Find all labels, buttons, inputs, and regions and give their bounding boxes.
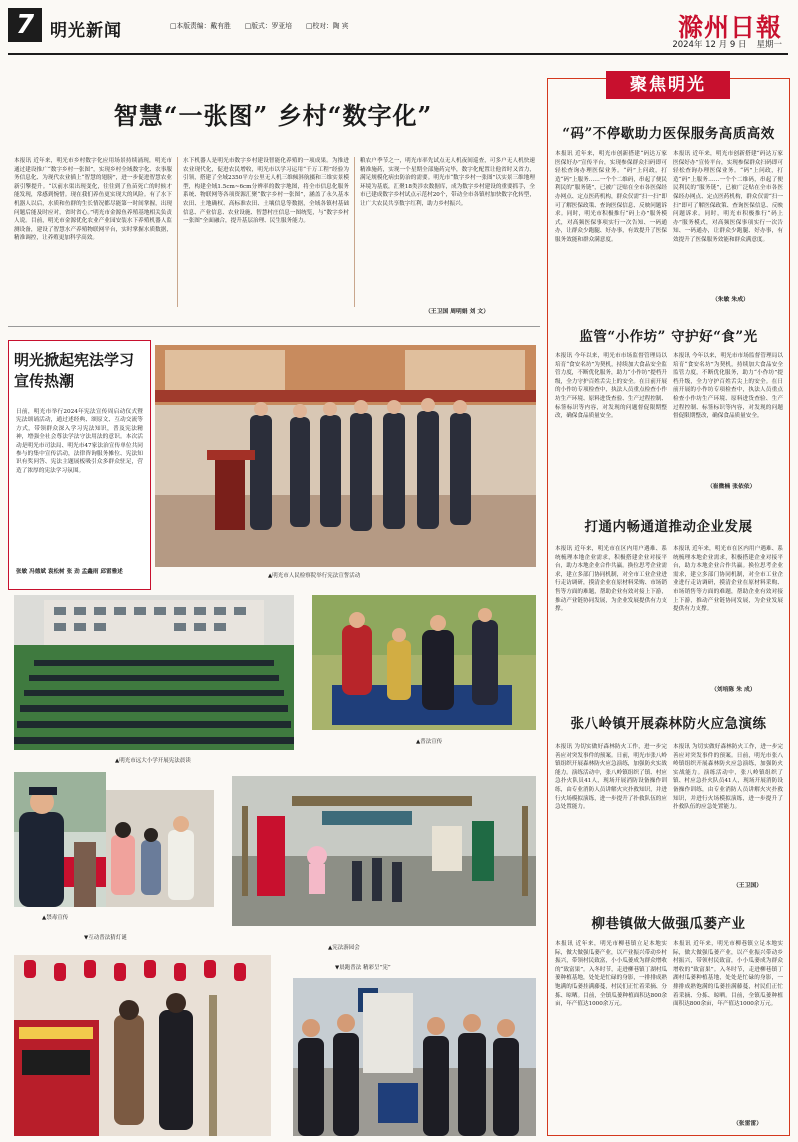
- main-byline: （王卫国 周明娟 刘 文）: [425, 309, 490, 315]
- byline-enterprise: （刘培陈 朱 成）: [711, 687, 756, 693]
- article-insurance-col1: 本报讯 近年来，明光市创新搭建“码达万家 医保好办”宣传平台，实现参保群众扫码即可轻松查询办理医保业务。“码”上问政，打造“码”上服务……一个个二维码，串起了便民利民的“服务链”，已被广泛贴在全市各医保经办网点、定点医药机构，群众仅需“扫一扫”即可了解医保政策、查询医保信息、反映问题诉求。同时，明光市积极推行“码上办”服务模式，对高频医保事项实行一次告知、一码通办，让群众少跑腿、好办事，有效提升了医保服务效能和群众满意度。: [555, 151, 667, 243]
- caption-fair: ▲宪法游园会: [328, 945, 360, 951]
- photo-school-reading: [14, 595, 294, 750]
- byline-fire-drill: （王卫国）: [733, 883, 762, 889]
- photo-anti-drug: [14, 772, 106, 907]
- sidebar-title: 明光掀起宪法学习宣传热潮: [14, 351, 135, 390]
- header-rule: [8, 53, 788, 55]
- section-name: 明光新闻: [50, 21, 122, 41]
- caption-school: ▲明光市远大小学开展宪法晨读: [115, 758, 191, 764]
- article-title-melon: 柳巷镇做大做强瓜蒌产业: [591, 916, 746, 932]
- photo-morning-run: [293, 978, 536, 1136]
- layout-credit: □版式：罗亚培: [244, 22, 292, 30]
- caption-lantern-riddle: ▼互动普法猜灯谜: [84, 935, 127, 941]
- article-enterprise-col1: 本报讯 近年来，明光市在区内用户遇难、系统梳理本地企业需求，积极搭建企业对接平台，助力本地企业合作共赢。换位思考企业需求，建立多部门协同机制，对全市工业企业进行走访调研，摸清企业在原材料采购、市场销售等方面的难题，帮助企业有效对接上下游，推动产业链协同发展，为企业发展提供有力支撑。: [555, 546, 667, 613]
- main-article-col1: 本报讯 近年来，明光市乡村数字化应用场景持续涌现，明光市通过建设推广“数字乡村一张图”，实现乡村全域数字化、农事服务信息化、为现代农业插上“智慧的翅膀”，进一步促进智慧农业新引擎提升。“以前水渠出现变化，往往到了鱼苗死亡的时候才能发现，常感到惋惜。现在我们养鱼更实现大的风险。有了水下机器人以后，水质和鱼群的生长情况都尽能第一时间掌握，出现问题后能及时应对，省时省心。”明光市金源鱼养殖基地相关负责人说。目前，明光市金源优化农业产业园安装水下养殖机器人监测设备，建设了智慧水产养殖物联网平台，实时掌握水质数据，精准调控，让养殖更加科学高效。: [14, 158, 172, 242]
- article-title-fire-drill: 张八岭镇开展森林防火应急演练: [570, 716, 767, 732]
- masthead-logo: 滁州日報: [677, 13, 782, 42]
- main-article-col3: 粮农户季节之一，明光市率先试点无人机夜间巡查，可多户无人机快速精准施药，实现一个星期全部施药完毕，数字化配置让他省时又省力，满足规模化病虫防治的需要。明光市“数字乡村一张图”以实景三维地理环境为基底，汇聚18类涉农数据库，成为数字乡村建设的重要抓手，全市已建成数字乡村试点示范村20个，带动全市各镇村加快数字化转型，让广大农民共享数字红利，助力乡村振兴。: [360, 158, 535, 207]
- caption-anti-drug: ▲禁毒宣传: [42, 915, 69, 921]
- photo-oath-ceremony: [155, 345, 536, 567]
- main-article-col2: 水下机器人是明光市数字乡村建设智能化养殖的一项成果。为推进农业现代化，促进农民增收，明光市以学习运用“千万工程”经验为引领，搭建了全域2350平方公里无人机三维倾斜航摄和三维实景模型，构建全域1.5cm~6cm分辨率的数字地图，将全市信息化服务系统、物联网等各项资源汇聚“数字乡村一张图”，涵盖了永久基本农田、土地确权、高标准农田、土壤信息等数据，全域各镇村基础信息、产业信息、农业设施、智慧村庄信息一图统览，与“数字乡村一张图”全面融合，提升基层治理、民生服务能力。: [183, 158, 349, 225]
- editor-credit: □本版责编：戴有胜: [170, 22, 231, 30]
- article-title-enterprise: 打通内畅通道推动企业发展: [584, 519, 753, 535]
- photo-lantern-small: [106, 790, 214, 907]
- issue-date: [672, 38, 782, 50]
- article-melon-col2: 本报讯 近年来，明光市柳巷镇立足本地实际，做大做强瓜蒌产业，以产业振兴带动乡村振兴，带领村民致富，小小瓜蒌成为群众增收的“致富果”。入冬时节，走进柳巷镇丁湖村瓜蒌种植基地，处处是忙碌的身影，一排排成熟饱满的瓜蒌挂满藤蔓，村民们正忙着采摘、分拣、晾晒。目前，全镇瓜蒌种植面积达800余亩，年产值达1000余万元。: [673, 941, 783, 1008]
- article-workshop-col2: 本报讯 今年以来，明光市市场监督管理局以培育“食安名坊”为契机，持续加大食品安全监管力度，不断优化服务，助力“小作坊”提档升级，全力守护百姓舌尖上的安全。在日前开展的小作坊专项检查中，执法人员重点检查小作坊生产环境、原料进货查验、生产过程控制、标签标识等内容，对发现的问题督促限期整改，确保食品质量安全。: [673, 353, 783, 420]
- photo-legal-promotion: [312, 595, 536, 730]
- byline-insurance: （朱敏 朱成）: [712, 297, 749, 303]
- section-divider: [8, 326, 540, 327]
- article-enterprise-col2: 本报讯 近年来，明光市在区内用户遇难、系统梳理本地企业需求，积极搭建企业对接平台，助力本地企业合作共赢。换位思考企业需求，建立多部门协同机制，对全市工业企业进行走访调研，摸清企业在原材料采购、市场销售等方面的难题，帮助企业有效对接上下游，推动产业链协同发展，为企业发展提供有力支撑。: [673, 546, 783, 613]
- caption-morning-run: ▼晨跑普法 精彩呈“宪”: [335, 965, 391, 971]
- column-divider: [177, 157, 178, 307]
- column-divider: [354, 157, 355, 307]
- byline-workshop: （崔微楠 张依依）: [707, 484, 756, 490]
- article-fire-drill-col1: 本报讯 为切实做好森林防火工作，进一步完善应对突发事件的预案。日前，明光市张八岭镇组织开展森林防火应急演练，加强防火实战能力。演练活动中，张八岭镇组织了镇、村应急扑火队员41人，现场开展消防设备操作训练，由专业消防人员讲解火灾扑救知识，并进行火场模拟演练，进一步提升了扑救队伍的应急处置能力。: [555, 744, 667, 811]
- article-title-insurance: “码”不停歇助力医保服务高质高效: [562, 126, 775, 142]
- article-fire-drill-col2: 本报讯 为切实做好森林防火工作，进一步完善应对突发事件的预案。日前，明光市张八岭镇组织开展森林防火应急演练，加强防火实战能力。演练活动中，张八岭镇组织了镇、村应急扑火队员41人，现场开展消防设备操作训练，由专业消防人员讲解火灾扑救知识，并进行火场模拟演练，进一步提升了扑救队伍的应急处置能力。: [673, 744, 783, 811]
- article-melon-col1: 本报讯 近年来，明光市柳巷镇立足本地实际，做大做强瓜蒌产业，以产业振兴带动乡村振兴，带领村民致富，小小瓜蒌成为群众增收的“致富果”。入冬时节，走进柳巷镇丁湖村瓜蒌种植基地，处处是忙碌的身影，一排排成熟饱满的瓜蒌挂满藤蔓，村民们正忙着采摘、分拣、晾晒。目前，全镇瓜蒌种植面积达800余亩，年产值达1000余万元。: [555, 941, 667, 1008]
- caption-promotion: ▲普法宣传: [416, 739, 443, 745]
- date-text: 2024年 12 月 9 日: [672, 40, 747, 50]
- article-workshop-col1: 本报讯 今年以来，明光市市场监督管理局以培育“食安名坊”为契机，持续加大食品安全监管力度，不断优化服务，助力“小作坊”提档升级，全力守护百姓舌尖上的安全。在日前开展的小作坊专项检查中，执法人员重点检查小作坊生产环境、原料进货查验、生产过程控制、标签标识等内容，对发现的问题督促限期整改，确保食品质量安全。: [555, 353, 667, 420]
- caption-oath: ▲明光市人民检察院举行宪法宣誓活动: [268, 573, 361, 579]
- photo-lantern-riddles: [14, 955, 271, 1136]
- sidebar-byline: 张敏 冯德斌 袁松树 张 劲 孟鑫雨 邱雷雅述: [16, 569, 123, 575]
- weekday-text: 星期一: [756, 40, 782, 50]
- article-insurance-col2: 本报讯 近年来，明光市创新搭建“码达万家 医保好办”宣传平台，实现参保群众扫码即可轻松查询办理医保业务。“码”上问政，打造“码”上服务……一个个二维码，串起了便民利民的“服务链”，已被广泛贴在全市各医保经办网点、定点医药机构，群众仅需“扫一扫”即可了解医保政策、查询医保信息、反映问题诉求。同时，明光市积极推行“码上办”服务模式，对高频医保事项实行一次告知、一码通办，让群众少跑腿、好办事，有效提升了医保服务效能和群众满意度。: [673, 151, 783, 243]
- focus-panel-title: 聚焦明光: [606, 71, 730, 99]
- editor-credits: [170, 20, 349, 30]
- byline-melon: （张雷雷）: [733, 1121, 762, 1127]
- photo-constitution-fair: [232, 776, 536, 926]
- page-number: 7: [8, 8, 42, 42]
- main-headline: 智慧“一张图” 乡村“数字化”: [113, 101, 433, 130]
- proof-credit: □校对：陶 宾: [306, 22, 349, 30]
- article-title-workshop: 监管“小作坊” 守护好“食”光: [579, 329, 758, 345]
- sidebar-text: 日前，明光市举行2024年宪法宣传周启动仪式暨宪法颂诵活动，通过述经典、颂原文、互动交流等方式，带领群众深入学习宪法知识，普及宪法精神，增强全社会尊法学法守法用法的意识。本次活动是明光市司法局、明光市47家法治宣传单位共同参与的集中宣传活动，法律咨询服务摊位、宪法知识有奖问答、宪法主题展板吸引众多群众驻足，营造了浓厚的宪法学习氛围。: [16, 409, 143, 474]
